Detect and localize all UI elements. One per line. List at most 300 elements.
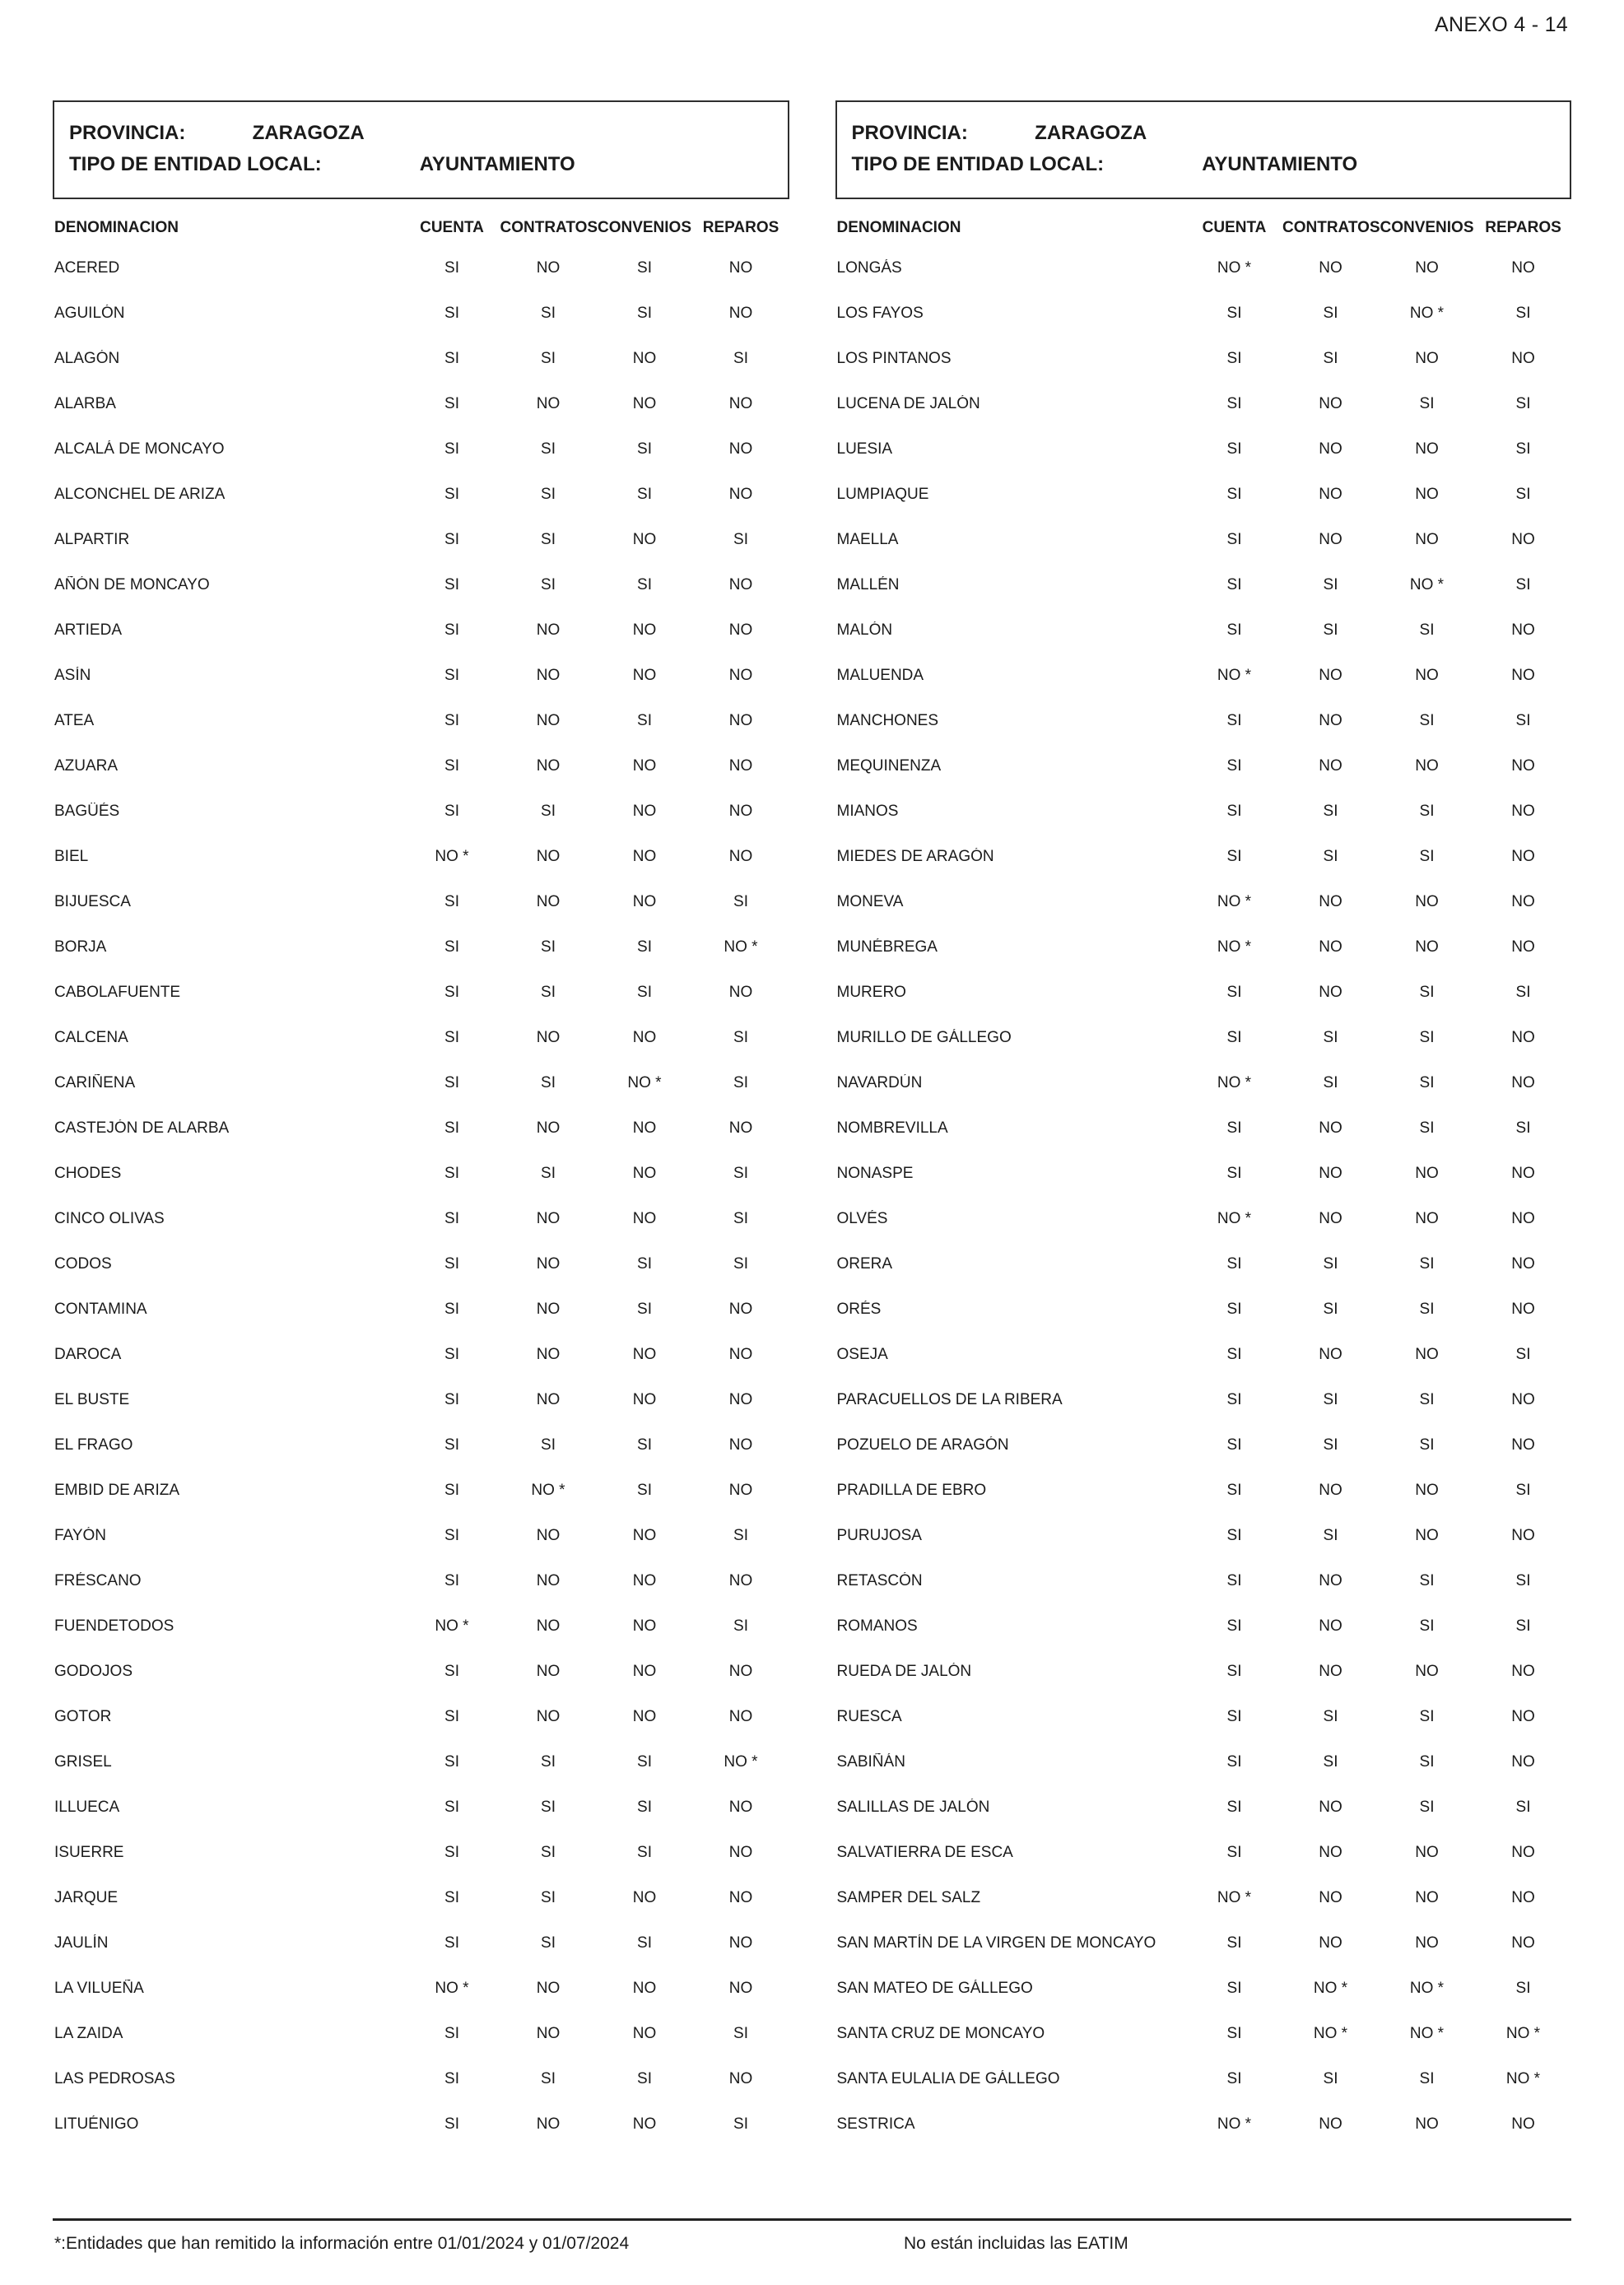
- convenios-value: NO: [632, 666, 657, 684]
- contratos-value: NO: [1319, 938, 1342, 956]
- municipality-name: FAYÓN: [54, 1526, 106, 1544]
- reparos-value: NO: [1511, 847, 1535, 865]
- table-row: [53, 1875, 789, 1920]
- cuenta-value: SI: [444, 892, 459, 910]
- cuenta-value: SI: [1226, 394, 1242, 412]
- reparos-value: SI: [733, 1254, 748, 1273]
- reparos-value: SI: [733, 1526, 748, 1544]
- municipality-name: JAULÍN: [54, 1934, 109, 1952]
- table-row: [835, 607, 1572, 653]
- cuenta-value: SI: [444, 1254, 459, 1273]
- table-row: [53, 1694, 789, 1739]
- reparos-value: SI: [733, 1028, 748, 1046]
- cuenta-value: SI: [1226, 2024, 1242, 2042]
- table-row: [53, 1603, 789, 1649]
- municipality-name: CABOLAFUENTE: [54, 983, 181, 1001]
- table-row: [53, 1739, 789, 1785]
- reparos-value: NO: [1511, 1300, 1535, 1318]
- cuenta-value: SI: [444, 1390, 459, 1408]
- tipo-entidad-label: TIPO DE ENTIDAD LOCAL:: [69, 153, 322, 175]
- table-row: [53, 336, 789, 381]
- convenios-value: NO: [1415, 666, 1439, 684]
- convenios-value: NO: [632, 2115, 657, 2133]
- table-row: [835, 653, 1572, 698]
- table-row: [835, 1785, 1572, 1830]
- contratos-value: NO: [1319, 892, 1342, 910]
- reparos-value: SI: [733, 1209, 748, 1227]
- reparos-value: NO: [1511, 1254, 1535, 1273]
- convenios-value: NO *: [1409, 1979, 1445, 1997]
- convenios-value: NO: [632, 530, 657, 548]
- provincia-value: ZARAGOZA: [1035, 122, 1147, 144]
- cuenta-value: SI: [1226, 530, 1242, 548]
- table-row: [53, 924, 789, 970]
- convenios-value: SI: [637, 1934, 652, 1952]
- panel-left: [53, 100, 789, 2147]
- municipality-name: BORJA: [54, 938, 107, 956]
- convenios-value: SI: [1419, 1798, 1435, 1816]
- contratos-value: SI: [541, 1752, 556, 1771]
- contratos-value: NO: [1319, 485, 1342, 503]
- convenios-value: NO: [1415, 1345, 1439, 1363]
- cuenta-value: SI: [1226, 1617, 1242, 1635]
- reparos-value: NO: [1511, 938, 1535, 956]
- table-row: [835, 1015, 1572, 1060]
- municipality-name: EL BUSTE: [54, 1390, 130, 1408]
- municipality-name: CARIÑENA: [54, 1073, 136, 1091]
- cuenta-value: SI: [1226, 1979, 1242, 1997]
- contratos-value: NO: [536, 1571, 561, 1589]
- contratos-value: NO: [536, 2024, 561, 2042]
- table-row: [835, 1739, 1572, 1785]
- municipality-name: MANCHONES: [836, 711, 939, 729]
- contratos-value: SI: [1323, 349, 1338, 367]
- contratos-value: SI: [541, 1934, 556, 1952]
- col-header-contratos: CONTRATOS: [1282, 219, 1380, 236]
- contratos-value: SI: [541, 1798, 556, 1816]
- cuenta-value: SI: [1226, 2069, 1242, 2087]
- table-row: [53, 426, 789, 472]
- contratos-value: NO: [1319, 1119, 1342, 1137]
- contratos-value: SI: [541, 1888, 556, 1906]
- reparos-value: SI: [1515, 1979, 1531, 1997]
- municipality-name: MURERO: [836, 983, 906, 1001]
- col-header-cuenta: CUENTA: [420, 219, 484, 236]
- contratos-value: SI: [541, 1843, 556, 1861]
- convenios-value: NO: [632, 1209, 657, 1227]
- provincia-line: [69, 122, 773, 145]
- col-header-cuenta: CUENTA: [1202, 219, 1267, 236]
- convenios-value: NO: [632, 1164, 657, 1182]
- convenios-value: SI: [1419, 394, 1435, 412]
- convenios-value: NO: [1415, 530, 1439, 548]
- table-row: [53, 1241, 789, 1287]
- convenios-value: NO: [1415, 1843, 1439, 1861]
- convenios-value: NO: [1415, 756, 1439, 775]
- table-row: [53, 1513, 789, 1558]
- reparos-value: SI: [1515, 575, 1531, 593]
- reparos-value: NO: [728, 1707, 753, 1725]
- table-row: [835, 517, 1572, 562]
- municipality-name: RETASCÓN: [836, 1571, 923, 1589]
- table-row: [53, 562, 789, 607]
- convenios-value: SI: [637, 304, 652, 322]
- cuenta-value: SI: [444, 1436, 459, 1454]
- contratos-value: NO: [536, 1707, 561, 1725]
- municipality-name: LAS PEDROSAS: [54, 2069, 175, 2087]
- municipality-name: ARTIEDA: [54, 621, 123, 639]
- municipality-name: LUESIA: [836, 440, 893, 458]
- cuenta-value: SI: [1226, 1752, 1242, 1771]
- reparos-value: NO: [1511, 258, 1535, 277]
- table-row: [835, 1558, 1572, 1603]
- convenios-value: NO: [1415, 1662, 1439, 1680]
- cuenta-value: SI: [1226, 1390, 1242, 1408]
- table-row: [835, 1377, 1572, 1422]
- table-row: [53, 653, 789, 698]
- cuenta-value: NO *: [1217, 258, 1252, 277]
- cuenta-value: SI: [1226, 1300, 1242, 1318]
- cuenta-value: SI: [444, 1934, 459, 1952]
- reparos-value: SI: [1515, 304, 1531, 322]
- convenios-value: NO: [1415, 938, 1439, 956]
- cuenta-value: SI: [444, 349, 459, 367]
- reparos-value: NO: [1511, 1436, 1535, 1454]
- cuenta-value: SI: [444, 666, 459, 684]
- convenios-value: SI: [637, 1300, 652, 1318]
- cuenta-value: SI: [1226, 1934, 1242, 1952]
- contratos-value: SI: [1323, 1254, 1338, 1273]
- contratos-value: SI: [1323, 1028, 1338, 1046]
- contratos-value: NO *: [1313, 2024, 1348, 2042]
- contratos-value: SI: [541, 349, 556, 367]
- cuenta-value: SI: [444, 1752, 459, 1771]
- cuenta-value: SI: [444, 1526, 459, 1544]
- convenios-value: NO *: [1409, 304, 1445, 322]
- convenios-value: NO: [1415, 349, 1439, 367]
- page-footer: [53, 2218, 1571, 2264]
- col-header-contratos: CONTRATOS: [500, 219, 598, 236]
- cuenta-value: SI: [1226, 983, 1242, 1001]
- table-row: [835, 381, 1572, 426]
- convenios-value: SI: [1419, 1028, 1435, 1046]
- convenios-value: NO: [632, 349, 657, 367]
- contratos-value: NO: [1319, 711, 1342, 729]
- convenios-value: NO: [632, 1028, 657, 1046]
- reparos-value: NO: [728, 1934, 753, 1952]
- footnote-asterisk: *:Entidades que han remitido la información entre 01/01/2024 y 01/07/2024: [54, 2234, 630, 2253]
- convenios-value: SI: [1419, 847, 1435, 865]
- table-row: [53, 1105, 789, 1151]
- municipality-name: MURILLO DE GÁLLEGO: [836, 1028, 1012, 1046]
- convenios-value: NO: [632, 394, 657, 412]
- municipality-name: ACERED: [54, 258, 120, 277]
- reparos-value: NO: [728, 1390, 753, 1408]
- reparos-value: NO: [1511, 1843, 1535, 1861]
- municipality-name: AÑÓN DE MONCAYO: [54, 575, 210, 593]
- contratos-value: NO: [536, 1209, 561, 1227]
- convenios-value: NO: [1415, 1888, 1439, 1906]
- municipality-name: MALÓN: [836, 621, 893, 639]
- table-row: [835, 1513, 1572, 1558]
- table-row: [53, 517, 789, 562]
- municipality-name: GRISEL: [54, 1752, 112, 1771]
- table-row: [53, 1966, 789, 2011]
- municipality-name: GOTOR: [54, 1707, 112, 1725]
- table-row: [835, 2011, 1572, 2056]
- reparos-value: NO: [728, 711, 753, 729]
- convenios-value: SI: [637, 1254, 652, 1273]
- reparos-value: NO: [728, 575, 753, 593]
- table-row: [835, 1287, 1572, 1332]
- cuenta-value: SI: [444, 258, 459, 277]
- municipality-name: LOS PINTANOS: [836, 349, 952, 367]
- municipality-name: MALUENDA: [836, 666, 924, 684]
- convenios-value: SI: [1419, 1617, 1435, 1635]
- reparos-value: NO: [1511, 1073, 1535, 1091]
- reparos-value: SI: [1515, 1798, 1531, 1816]
- table-row: [53, 698, 789, 743]
- municipality-name: PARACUELLOS DE LA RIBERA: [836, 1390, 1063, 1408]
- table-row: [53, 879, 789, 924]
- table-row: [53, 1060, 789, 1105]
- convenios-value: SI: [1419, 983, 1435, 1001]
- table-row: [835, 1875, 1572, 1920]
- reparos-value: NO: [1511, 621, 1535, 639]
- municipality-name: RUEDA DE JALÓN: [836, 1662, 972, 1680]
- cuenta-value: SI: [444, 802, 459, 820]
- municipality-name: SALILLAS DE JALÓN: [836, 1798, 990, 1816]
- panel-right: [835, 100, 1572, 2147]
- col-header-reparos: REPAROS: [702, 219, 779, 236]
- convenios-value: NO: [632, 1617, 657, 1635]
- reparos-value: NO: [728, 1979, 753, 1997]
- convenios-value: SI: [1419, 621, 1435, 639]
- table-row: [835, 426, 1572, 472]
- municipality-name: NAVARDÚN: [836, 1073, 923, 1091]
- contratos-value: SI: [1323, 304, 1338, 322]
- table-row: [835, 1196, 1572, 1241]
- municipality-name: FUENDETODOS: [54, 1617, 174, 1635]
- table-row: [53, 381, 789, 426]
- convenios-value: SI: [1419, 2069, 1435, 2087]
- contratos-value: NO: [536, 892, 561, 910]
- column-headers-right: [835, 211, 1572, 245]
- municipality-name: MIANOS: [836, 802, 899, 820]
- reparos-value: NO: [1511, 1164, 1535, 1182]
- municipality-name: LUMPIAQUE: [836, 485, 929, 503]
- reparos-value: NO: [1511, 1662, 1535, 1680]
- table-row: [835, 834, 1572, 879]
- contratos-value: SI: [541, 2069, 556, 2087]
- contratos-value: NO: [536, 1119, 561, 1137]
- convenios-value: NO: [1415, 1934, 1439, 1952]
- cuenta-value: SI: [1226, 1662, 1242, 1680]
- municipality-name: SALVATIERRA DE ESCA: [836, 1843, 1013, 1861]
- reparos-value: NO: [728, 802, 753, 820]
- table-row: [53, 743, 789, 789]
- reparos-value: NO: [1511, 1390, 1535, 1408]
- convenios-value: NO: [632, 1707, 657, 1725]
- cuenta-value: SI: [444, 1481, 459, 1499]
- convenios-value: NO: [1415, 1164, 1439, 1182]
- convenios-value: SI: [637, 1798, 652, 1816]
- contratos-value: NO: [1319, 2115, 1342, 2133]
- table-row: [53, 1151, 789, 1196]
- municipality-name: MONEVA: [836, 892, 904, 910]
- contratos-value: NO: [536, 258, 561, 277]
- table-body-right: [835, 245, 1572, 2147]
- contratos-value: SI: [541, 1436, 556, 1454]
- contratos-value: NO: [1319, 1934, 1342, 1952]
- reparos-value: SI: [1515, 983, 1531, 1001]
- table-row: [53, 1422, 789, 1468]
- table-row: [53, 1920, 789, 1966]
- convenios-value: SI: [1419, 1436, 1435, 1454]
- contratos-value: SI: [541, 485, 556, 503]
- municipality-name: MALLÉN: [836, 575, 900, 593]
- cuenta-value: NO *: [1217, 1888, 1252, 1906]
- cuenta-value: SI: [444, 1164, 459, 1182]
- cuenta-value: SI: [1226, 756, 1242, 775]
- contratos-value: NO: [536, 1254, 561, 1273]
- reparos-value: NO: [1511, 2115, 1535, 2133]
- table-row: [53, 291, 789, 336]
- reparos-value: SI: [733, 1164, 748, 1182]
- municipality-name: CINCO OLIVAS: [54, 1209, 165, 1227]
- contratos-value: NO: [1319, 1345, 1342, 1363]
- convenios-value: SI: [1419, 1571, 1435, 1589]
- panel-header-box-left: [53, 100, 789, 199]
- municipality-name: NOMBREVILLA: [836, 1119, 948, 1137]
- reparos-value: NO: [1511, 666, 1535, 684]
- cuenta-value: SI: [1226, 1798, 1242, 1816]
- municipality-name: MEQUINENZA: [836, 756, 942, 775]
- table-row: [53, 1649, 789, 1694]
- municipality-name: GODOJOS: [54, 1662, 133, 1680]
- table-row: [53, 970, 789, 1015]
- table-row: [835, 2056, 1572, 2101]
- cuenta-value: SI: [444, 1798, 459, 1816]
- cuenta-value: SI: [1226, 304, 1242, 322]
- table-row: [835, 1422, 1572, 1468]
- col-header-convenios: CONVENIOS: [1380, 219, 1474, 236]
- contratos-value: SI: [541, 440, 556, 458]
- convenios-value: SI: [637, 1436, 652, 1454]
- table-row: [835, 336, 1572, 381]
- reparos-value: SI: [1515, 711, 1531, 729]
- convenios-value: SI: [1419, 1707, 1435, 1725]
- footnote-eatim: No están incluidas las EATIM: [904, 2234, 1128, 2253]
- municipality-name: ALPARTIR: [54, 530, 130, 548]
- contratos-value: SI: [1323, 847, 1338, 865]
- reparos-value: SI: [1515, 1119, 1531, 1137]
- municipality-name: PURUJOSA: [836, 1526, 922, 1544]
- cuenta-value: SI: [1226, 802, 1242, 820]
- contratos-value: SI: [541, 938, 556, 956]
- cuenta-value: SI: [444, 304, 459, 322]
- tipo-entidad-line: [852, 153, 1556, 176]
- table-row: [835, 698, 1572, 743]
- convenios-value: SI: [1419, 1752, 1435, 1771]
- table-row: [53, 2011, 789, 2056]
- cuenta-value: SI: [444, 711, 459, 729]
- contratos-value: NO: [1319, 1164, 1342, 1182]
- municipality-name: EMBID DE ARIZA: [54, 1481, 180, 1499]
- contratos-value: NO: [536, 1345, 561, 1363]
- contratos-value: SI: [541, 1073, 556, 1091]
- cuenta-value: NO *: [1217, 666, 1252, 684]
- reparos-value: NO: [728, 1436, 753, 1454]
- table-row: [835, 1603, 1572, 1649]
- reparos-value: NO: [1511, 1888, 1535, 1906]
- contratos-value: NO: [536, 1617, 561, 1635]
- table-row: [835, 1060, 1572, 1105]
- municipality-name: CALCENA: [54, 1028, 128, 1046]
- reparos-value: SI: [733, 2115, 748, 2133]
- cuenta-value: SI: [444, 575, 459, 593]
- cuenta-value: SI: [444, 1028, 459, 1046]
- cuenta-value: SI: [1226, 440, 1242, 458]
- reparos-value: NO: [1511, 530, 1535, 548]
- municipality-name: SABIÑÁN: [836, 1752, 905, 1771]
- cuenta-value: SI: [444, 1843, 459, 1861]
- convenios-value: NO: [1415, 1481, 1439, 1499]
- table-row: [53, 2101, 789, 2147]
- cuenta-value: NO *: [435, 1979, 469, 1997]
- reparos-value: NO: [728, 666, 753, 684]
- table-row: [835, 1649, 1572, 1694]
- provincia-label: PROVINCIA:: [851, 122, 968, 144]
- contratos-value: SI: [1323, 1752, 1338, 1771]
- table-row: [53, 1287, 789, 1332]
- contratos-value: NO: [1319, 666, 1342, 684]
- reparos-value: NO: [728, 1345, 753, 1363]
- municipality-name: BAGÜÉS: [54, 802, 120, 820]
- municipality-name: POZUELO DE ARAGÓN: [836, 1436, 1009, 1454]
- cuenta-value: SI: [444, 530, 459, 548]
- municipality-name: SAN MATEO DE GÁLLEGO: [836, 1979, 1033, 1997]
- contratos-value: NO: [1319, 1662, 1342, 1680]
- cuenta-value: SI: [1226, 1164, 1242, 1182]
- tipo-entidad-value: AYUNTAMIENTO: [419, 153, 575, 175]
- contratos-value: NO *: [531, 1481, 565, 1499]
- table-row: [835, 562, 1572, 607]
- convenios-value: SI: [1419, 711, 1435, 729]
- municipality-name: ORERA: [836, 1254, 893, 1273]
- panel-header-box-right: [835, 100, 1572, 199]
- table-row: [835, 1105, 1572, 1151]
- convenios-value: SI: [637, 440, 652, 458]
- municipality-name: CHODES: [54, 1164, 122, 1182]
- cuenta-value: SI: [444, 2069, 459, 2087]
- convenios-value: NO: [632, 1345, 657, 1363]
- table-row: [835, 291, 1572, 336]
- contratos-value: SI: [1323, 1390, 1338, 1408]
- reparos-value: NO *: [724, 938, 758, 956]
- table-row: [835, 1241, 1572, 1287]
- tipo-entidad-line: [69, 153, 773, 176]
- contratos-value: NO: [1319, 1843, 1342, 1861]
- cuenta-value: SI: [1226, 1526, 1242, 1544]
- provincia-value: ZARAGOZA: [252, 122, 365, 144]
- contratos-value: SI: [1323, 621, 1338, 639]
- convenios-value: NO: [632, 621, 657, 639]
- cuenta-value: SI: [444, 2024, 459, 2042]
- convenios-value: SI: [637, 1752, 652, 1771]
- contratos-value: NO: [1319, 394, 1342, 412]
- cuenta-value: SI: [444, 756, 459, 775]
